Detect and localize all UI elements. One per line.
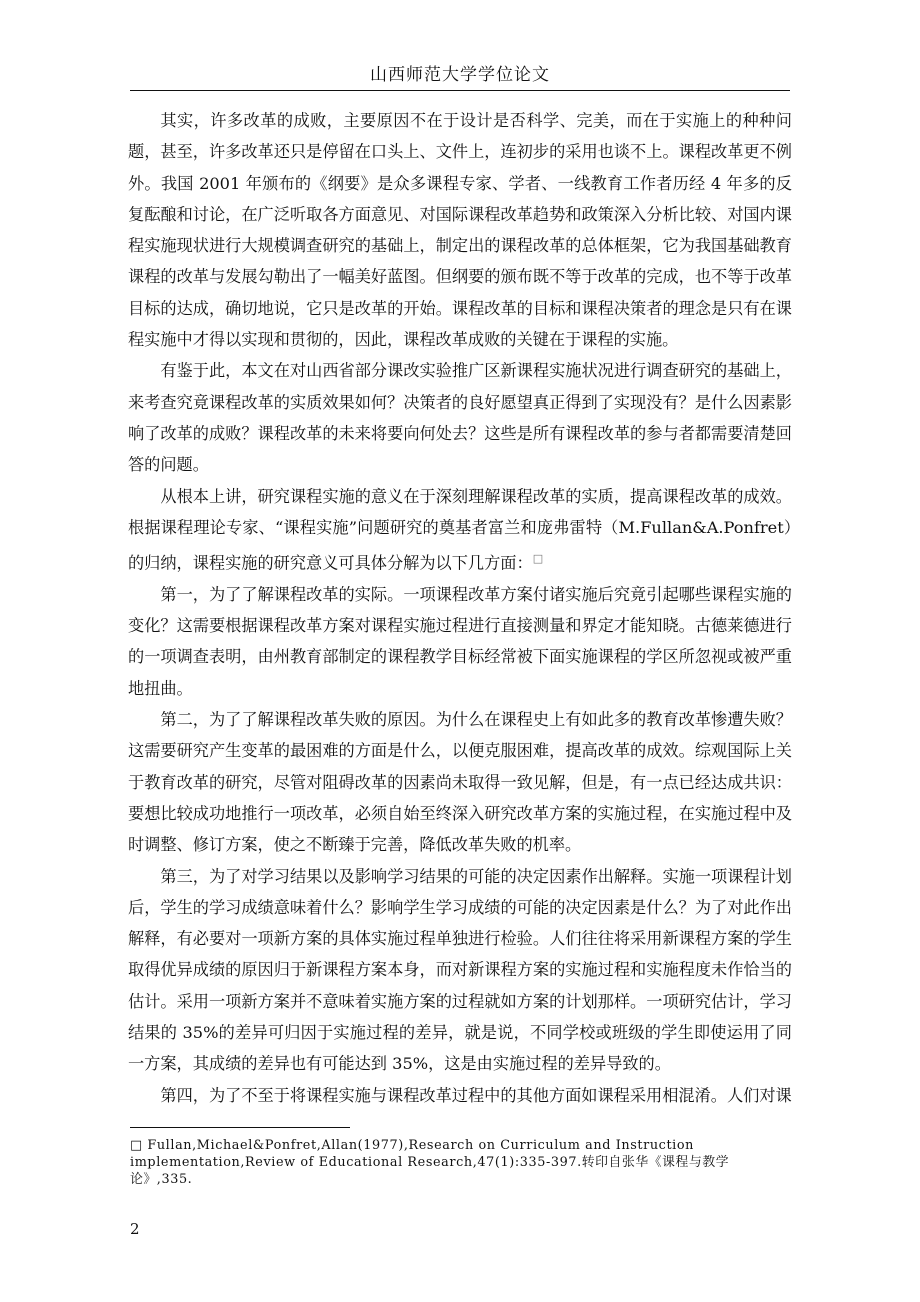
footnote-divider bbox=[130, 1127, 350, 1128]
paragraph-2: 有鉴于此，本文在对山西省部分课改实验推广区新课程实施状况进行调查研究的基础上，来考查究竟课程改革的实质效果如何？决策者的良好愿望真正得到了实现没有？是什么因素影响了改革的成败？课程改革的未来将要向何处去？这些是所有课程改革的参与者都需要清楚回答的问题。 bbox=[128, 361, 792, 475]
page-number: 2 bbox=[130, 1220, 140, 1238]
body-text bbox=[128, 105, 792, 1111]
footnote-ref-marker[interactable]: □ bbox=[532, 552, 544, 566]
paragraph-4: 第一，为了了解课程改革的实际。一项课程改革方案付诸实施后究竟引起哪些课程实施的变化？这需要根据课程改革方案对课程实施过程进行直接测量和界定才能知晓。古德莱德进行的一项调查表明，由州教育部制定的课程教学目标经常被下面实施课程的学区所忽视或被严重地扭曲。 bbox=[128, 584, 792, 698]
paragraph-6: 第三，为了对学习结果以及影响学习结果的可能的决定因素作出解释。实施一项课程计划后，学生的学习成绩意味着什么？影响学生学习成绩的可能的决定因素是什么？为了对此作出解释，有必要对一项新方案的具体实施过程单独进行检验。人们往往将采用新课程方案的学生取得优异成绩的原因归于新课程方案本身，而对新课程方案的实施过程和实施程度未作恰当的估计。采用一项新方案并不意味着实施方案的过程就如方案的计划那样。一项研究估计，学习结果的 35%的差异可归因于实施过程的差异，就是说，不同学校或班级的学生即使运用了同一方案，其成绩的差异也有可能达到 35%，这是由实施过程的差异导致的。 bbox=[128, 866, 792, 1074]
paragraph-5: 第二，为了了解课程改革失败的原因。为什么在课程史上有如此多的教育改革惨遭失败？这需要研究产生变革的最困难的方面是什么，以便克服困难，提高改革的成效。综观国际上关于教育改革的研究，尽管对阻碍改革的因素尚未取得一致见解，但是，有一点已经达成共识：要想比较成功地推行一项改革，必须自始至终深入研究改革方案的实施过程，在实施过程中及时调整、修订方案，使之不断臻于完善，降低改革失败的机率。 bbox=[128, 710, 792, 855]
paragraph-3 bbox=[128, 481, 792, 579]
paragraph-3-text: 从根本上讲，研究课程实施的意义在于深刻理解课程改革的实质，提高课程改革的成效。根据课程理论专家、“课程实施”问题研究的奠基者富兰和庞弗雷特（M.Fullan&A.Ponfret）的归纳，课程实施的研究意义可具体分解为以下几方面： bbox=[128, 486, 792, 573]
paragraph-7: 第四，为了不至于将课程实施与课程改革过程中的其他方面如课程采用相混淆。人们对课 bbox=[160, 1085, 792, 1105]
footnote: □ Fullan,Michael&Ponfret,Allan(1977),Research on Curriculum and Instruction implementation,Review of Educational Research,47(1):335-397.转印自张华《课程与教学论》,335. bbox=[130, 1138, 730, 1187]
running-header: 山西师范大学学位论文 bbox=[130, 64, 790, 91]
paragraph-1: 其实，许多改革的成败，主要原因不在于设计是否科学、完美，而在于实施上的种种问题，甚至，许多改革还只是停留在口头上、文件上，连初步的采用也谈不上。课程改革更不例外。我国 2001 年颁布的《纲要》是众多课程专家、学者、一线教育工作者历经 4 年多的反复酝酿和讨论，在广泛听取各方面意见、对国际课程改革趋势和政策深入分析比较、对国内课程实施现状进行大规模调查研究的基础上，制定出的课程改革的总体框架，它为我国基础教育课程的改革与发展勾勒出了一幅美好蓝图。但纲要的颁布既不等于改革的完成，也不等于改革目标的达成，确切地说，它只是改革的开始。课程改革的目标和课程决策者的理念是只有在课程实施中才得以实现和贯彻的，因此，课程改革成败的关键在于课程的实施。 bbox=[128, 111, 792, 350]
